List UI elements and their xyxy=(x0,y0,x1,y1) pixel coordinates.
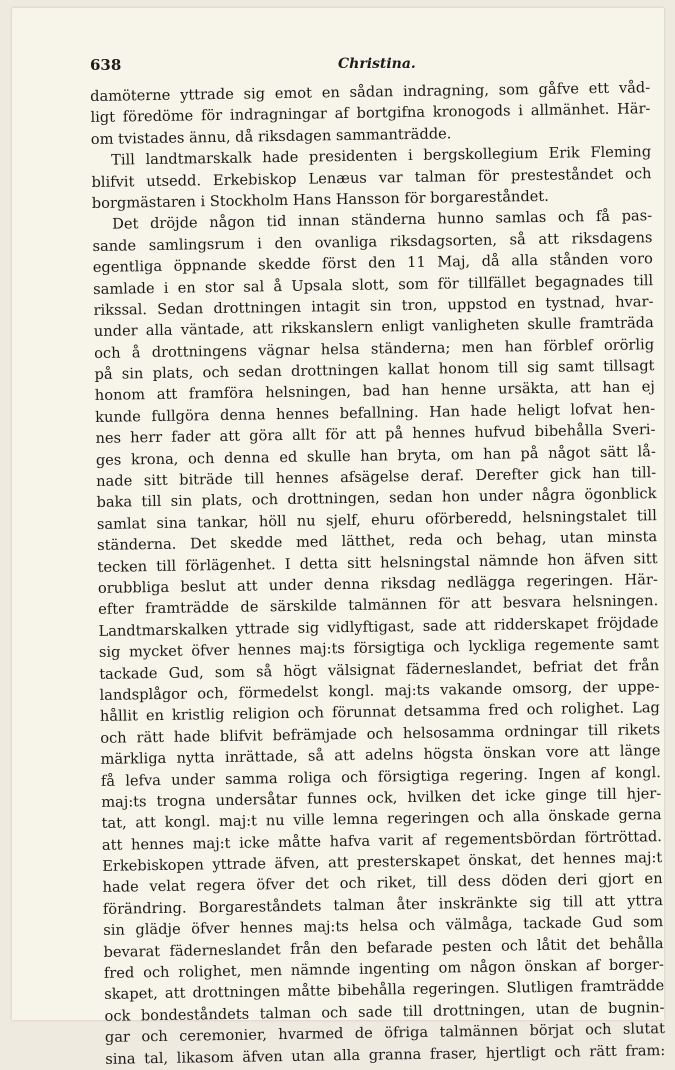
text-line: maj:ts trogna undersåtar funnes ock, hvilken det icke ginge till hjer- xyxy=(101,785,662,811)
text-line: damöterne yttrade sig emot en sådan indragning, som gåfve ett våd- xyxy=(90,79,651,105)
text-line: under alla väntade, att rikskanslern enligt vanligheten skulle framträda xyxy=(93,314,654,341)
text-line: nade sitt biträde till hennes afsägelse deraf. Derefter gick han till- xyxy=(96,464,657,490)
text-line: ges krona, och denna ed skulle han bryta, om han på något sätt lå- xyxy=(95,442,656,469)
text-line: sin glädje öfver hennes maj:ts helsa och välmåga, tackade Gud som xyxy=(103,913,664,940)
text-line: och å drottningens vägnar helsa ständerna; men han förblef orörlig xyxy=(94,335,655,362)
text-line: ock bondeståndets talman och sade till drottningen, utan de bugnin- xyxy=(104,998,665,1025)
text-line: fred och rolighet, men nämnde ingenting om någon önskan af borger- xyxy=(103,956,665,982)
text-line: och rätt hade blifvit befrämjade och helsosamma ordningar till rikets xyxy=(100,720,661,747)
text-line: hade velat regera öfver det och riket, till dess döden deri gjort en xyxy=(102,870,663,897)
text-line: Det dröjde någon tid innan ständerna hunno samlas och få pas- xyxy=(112,207,653,234)
text-line: Landtmarskalken yttrade sig vidlyftigast, sade att ridderskapet fröjdade xyxy=(98,613,659,640)
text-line: landsplågor och, förmedelst kongl. maj:ts vakande omsorg, der uppe- xyxy=(99,678,660,704)
text-line: bevarat fäderneslandet från den befarade pesten och låtit det behålla xyxy=(103,934,664,961)
text-line: tecken till förlägenhet. I detta sitt helsningstal nämnde hon äfven sitt xyxy=(97,549,658,576)
text-line: tackade Gud, som så högt välsignat fäderneslandet, befriat det från xyxy=(99,656,660,683)
text-line: rikssal. Sedan drottningen intagit sin tron, uppstod en tystnad, hvar- xyxy=(93,293,654,319)
text-line: efter framträdde de särskilde talmännen för att besvara helsningen. xyxy=(98,592,659,619)
text-line: baka till sin plats, och drottningen, sedan hon under några ögonblick xyxy=(96,485,657,512)
text-line: honom att framföra helsningen, bad han henne ursäkta, att han ej xyxy=(94,378,655,405)
text-line: samlat sina tankar, höll nu sjelf, ehuru oförberedd, helsningstalet till xyxy=(96,506,657,533)
running-title: Christina. xyxy=(338,56,416,72)
page-header xyxy=(90,52,650,74)
text-line: sande samlingsrum i den ovanliga riksdagsorten, så att riksdagens xyxy=(92,228,653,255)
text-line: ligt föredöme för indragningar af bortgifna kronogods i allmänhet. Här- xyxy=(90,100,651,127)
text-line: att hennes maj:t icke måtte hafva varit af regementsbördan förtröttad. xyxy=(101,827,662,854)
text-line: sina tal, likasom äfven utan alla granna fraser, hjertligt och rätt fram: xyxy=(105,1041,666,1068)
text-line: tat, att kongl. maj:t nu ville lemna regeringen och alla önskade gerna xyxy=(101,806,662,833)
text-line: orubbliga beslut att under denna riksdag nedlägga regeringen. Här- xyxy=(97,571,658,597)
text-line: märkliga nytta inrättade, så att adelns högsta önskan vore att länge xyxy=(100,742,661,769)
text-line: Erkebiskopen yttrade äfven, att presterskapet önskat, det hennes maj:t xyxy=(102,849,663,875)
text-line: Till landtmarskalk hade presidenten i bergskollegium Erik Fleming xyxy=(111,143,652,169)
text-line: blifvit utsedd. Erkebiskop Lenæus var talman för presteståndet och xyxy=(91,164,652,191)
page-number: 638 xyxy=(90,56,122,74)
text-line: nes herr fader att göra allt för att på hennes hufvud bibehålla Sveri- xyxy=(95,421,656,448)
text-line: samlade i en stor sal å Upsala slott, som för tillfället begagnades till xyxy=(93,271,654,298)
text-line: borgmästaren i Stockholm Hans Hansson för borgareståndet. xyxy=(91,187,550,212)
text-line: kunde fullgöra denna hennes befallning. Han hade heligt lofvat hen- xyxy=(95,400,656,426)
text-line: förändring. Borgareståndets talman åter inskränkte sig till att yttra xyxy=(102,891,663,918)
text-line: sig mycket öfver hennes maj:ts försigtiga och lyckliga regemente samt xyxy=(98,635,659,662)
text-line: få lefva under samma roliga och försigtiga regering. Ingen af kongl. xyxy=(100,763,661,790)
text-line: hållit en kristlig religion och förunnat detsamma fred och rolighet. Lag xyxy=(99,699,660,726)
body-text xyxy=(90,77,665,1070)
text-line: på sin plats, och sedan drottningen kallat honom till sig samt tillsagt xyxy=(94,357,655,384)
text-line: gar och ceremonier, hvarmed de öfriga talmännen börjat och slutat xyxy=(104,1020,666,1047)
text-line: egentliga öppnande skedde först den 11 Maj, då alla stånden voro xyxy=(92,250,653,277)
text-line: ständerna. Det skedde med lätthet, reda och behag, utan minsta xyxy=(97,528,658,555)
text-line: om tvistades ännu, då riksdagen sammanträdde. xyxy=(90,125,452,148)
book-page xyxy=(12,8,666,1068)
text-line: skapet, att drottningen måtte bibehålla regeringen. Slutligen framträdde xyxy=(104,977,665,1004)
